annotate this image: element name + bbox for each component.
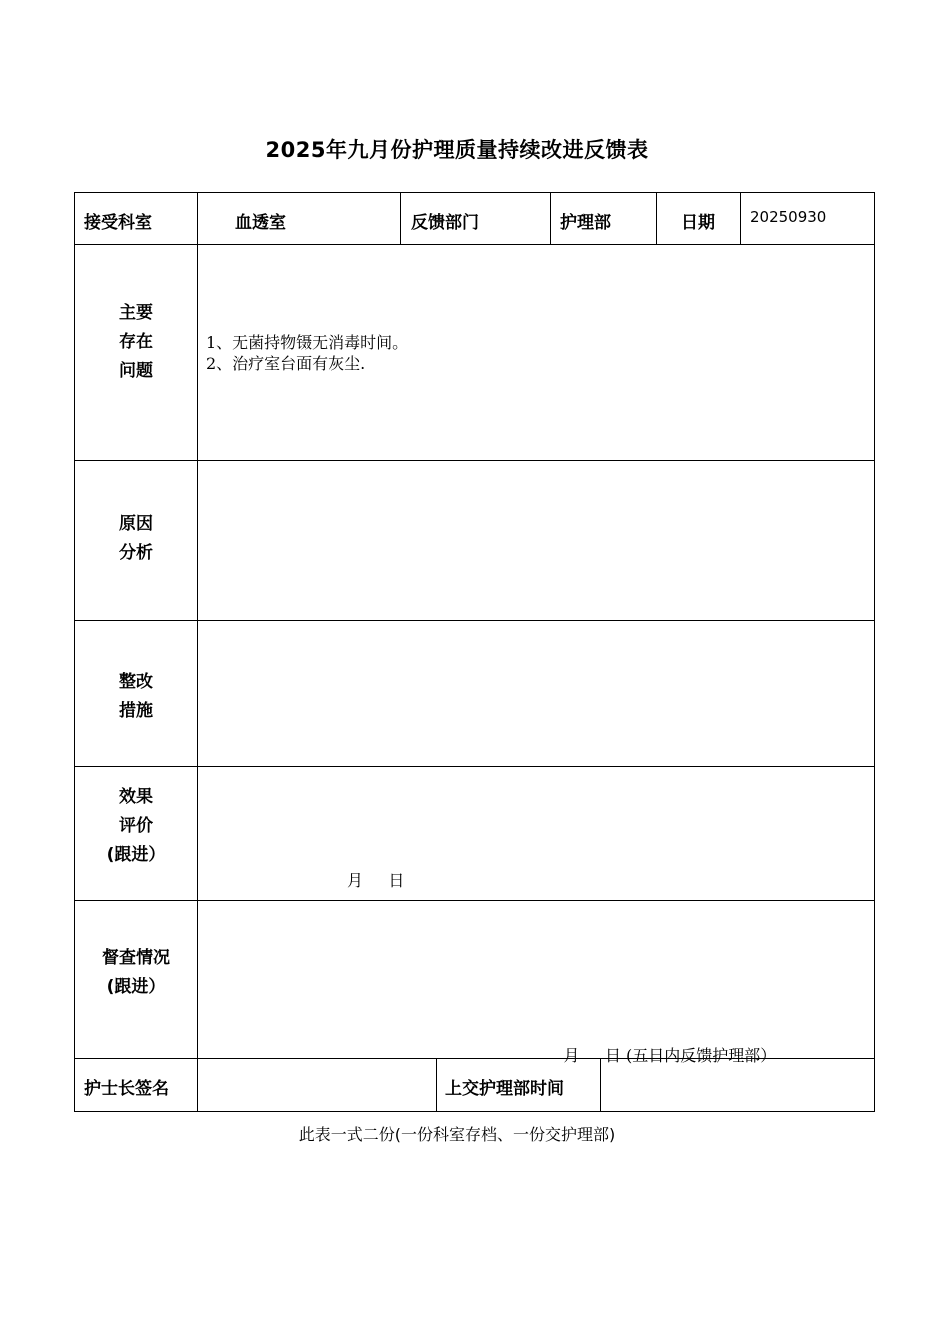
effect-evaluation-label: 效果 评价 (跟进） bbox=[106, 787, 166, 865]
submit-time-field[interactable] bbox=[601, 1059, 874, 1111]
problems-label: 主要 存在 问题 bbox=[119, 303, 153, 381]
problem-item: 1、无菌持物镊无消毒时间。 bbox=[206, 333, 409, 352]
receive-dept-value: 血透室 bbox=[235, 213, 286, 233]
footnote: 此表一式二份(一份科室存档、一份交护理部) bbox=[298, 1125, 616, 1144]
feedback-table bbox=[74, 192, 875, 1112]
page-title: 2025年九月份护理质量持续改进反馈表 bbox=[265, 138, 649, 162]
feedback-dept-label: 反馈部门 bbox=[411, 213, 479, 233]
head-nurse-signature-field[interactable] bbox=[198, 1059, 436, 1111]
supervision-note: (五日内反馈护理部） bbox=[626, 1046, 777, 1065]
problem-item: 2、治疗室台面有灰尘. bbox=[206, 354, 366, 373]
problems-content bbox=[206, 332, 408, 374]
feedback-dept-value: 护理部 bbox=[560, 213, 611, 233]
supervision-date: 月 日 (五日内反馈护理部） bbox=[563, 1046, 777, 1065]
date-value: 20250930 bbox=[750, 208, 827, 226]
rectification-label: 整改 措施 bbox=[119, 672, 153, 721]
effect-evaluation-date: 月 日 bbox=[347, 871, 405, 890]
receive-dept-label: 接受科室 bbox=[84, 213, 152, 233]
head-nurse-signature-label: 护士长签名 bbox=[84, 1079, 169, 1099]
date-label: 日期 bbox=[681, 213, 715, 233]
supervision-label: 督查情况 (跟进） bbox=[102, 948, 170, 997]
cause-analysis-label: 原因 分析 bbox=[119, 514, 153, 563]
submit-time-label: 上交护理部时间 bbox=[445, 1079, 564, 1099]
rectification-content[interactable] bbox=[198, 621, 874, 766]
